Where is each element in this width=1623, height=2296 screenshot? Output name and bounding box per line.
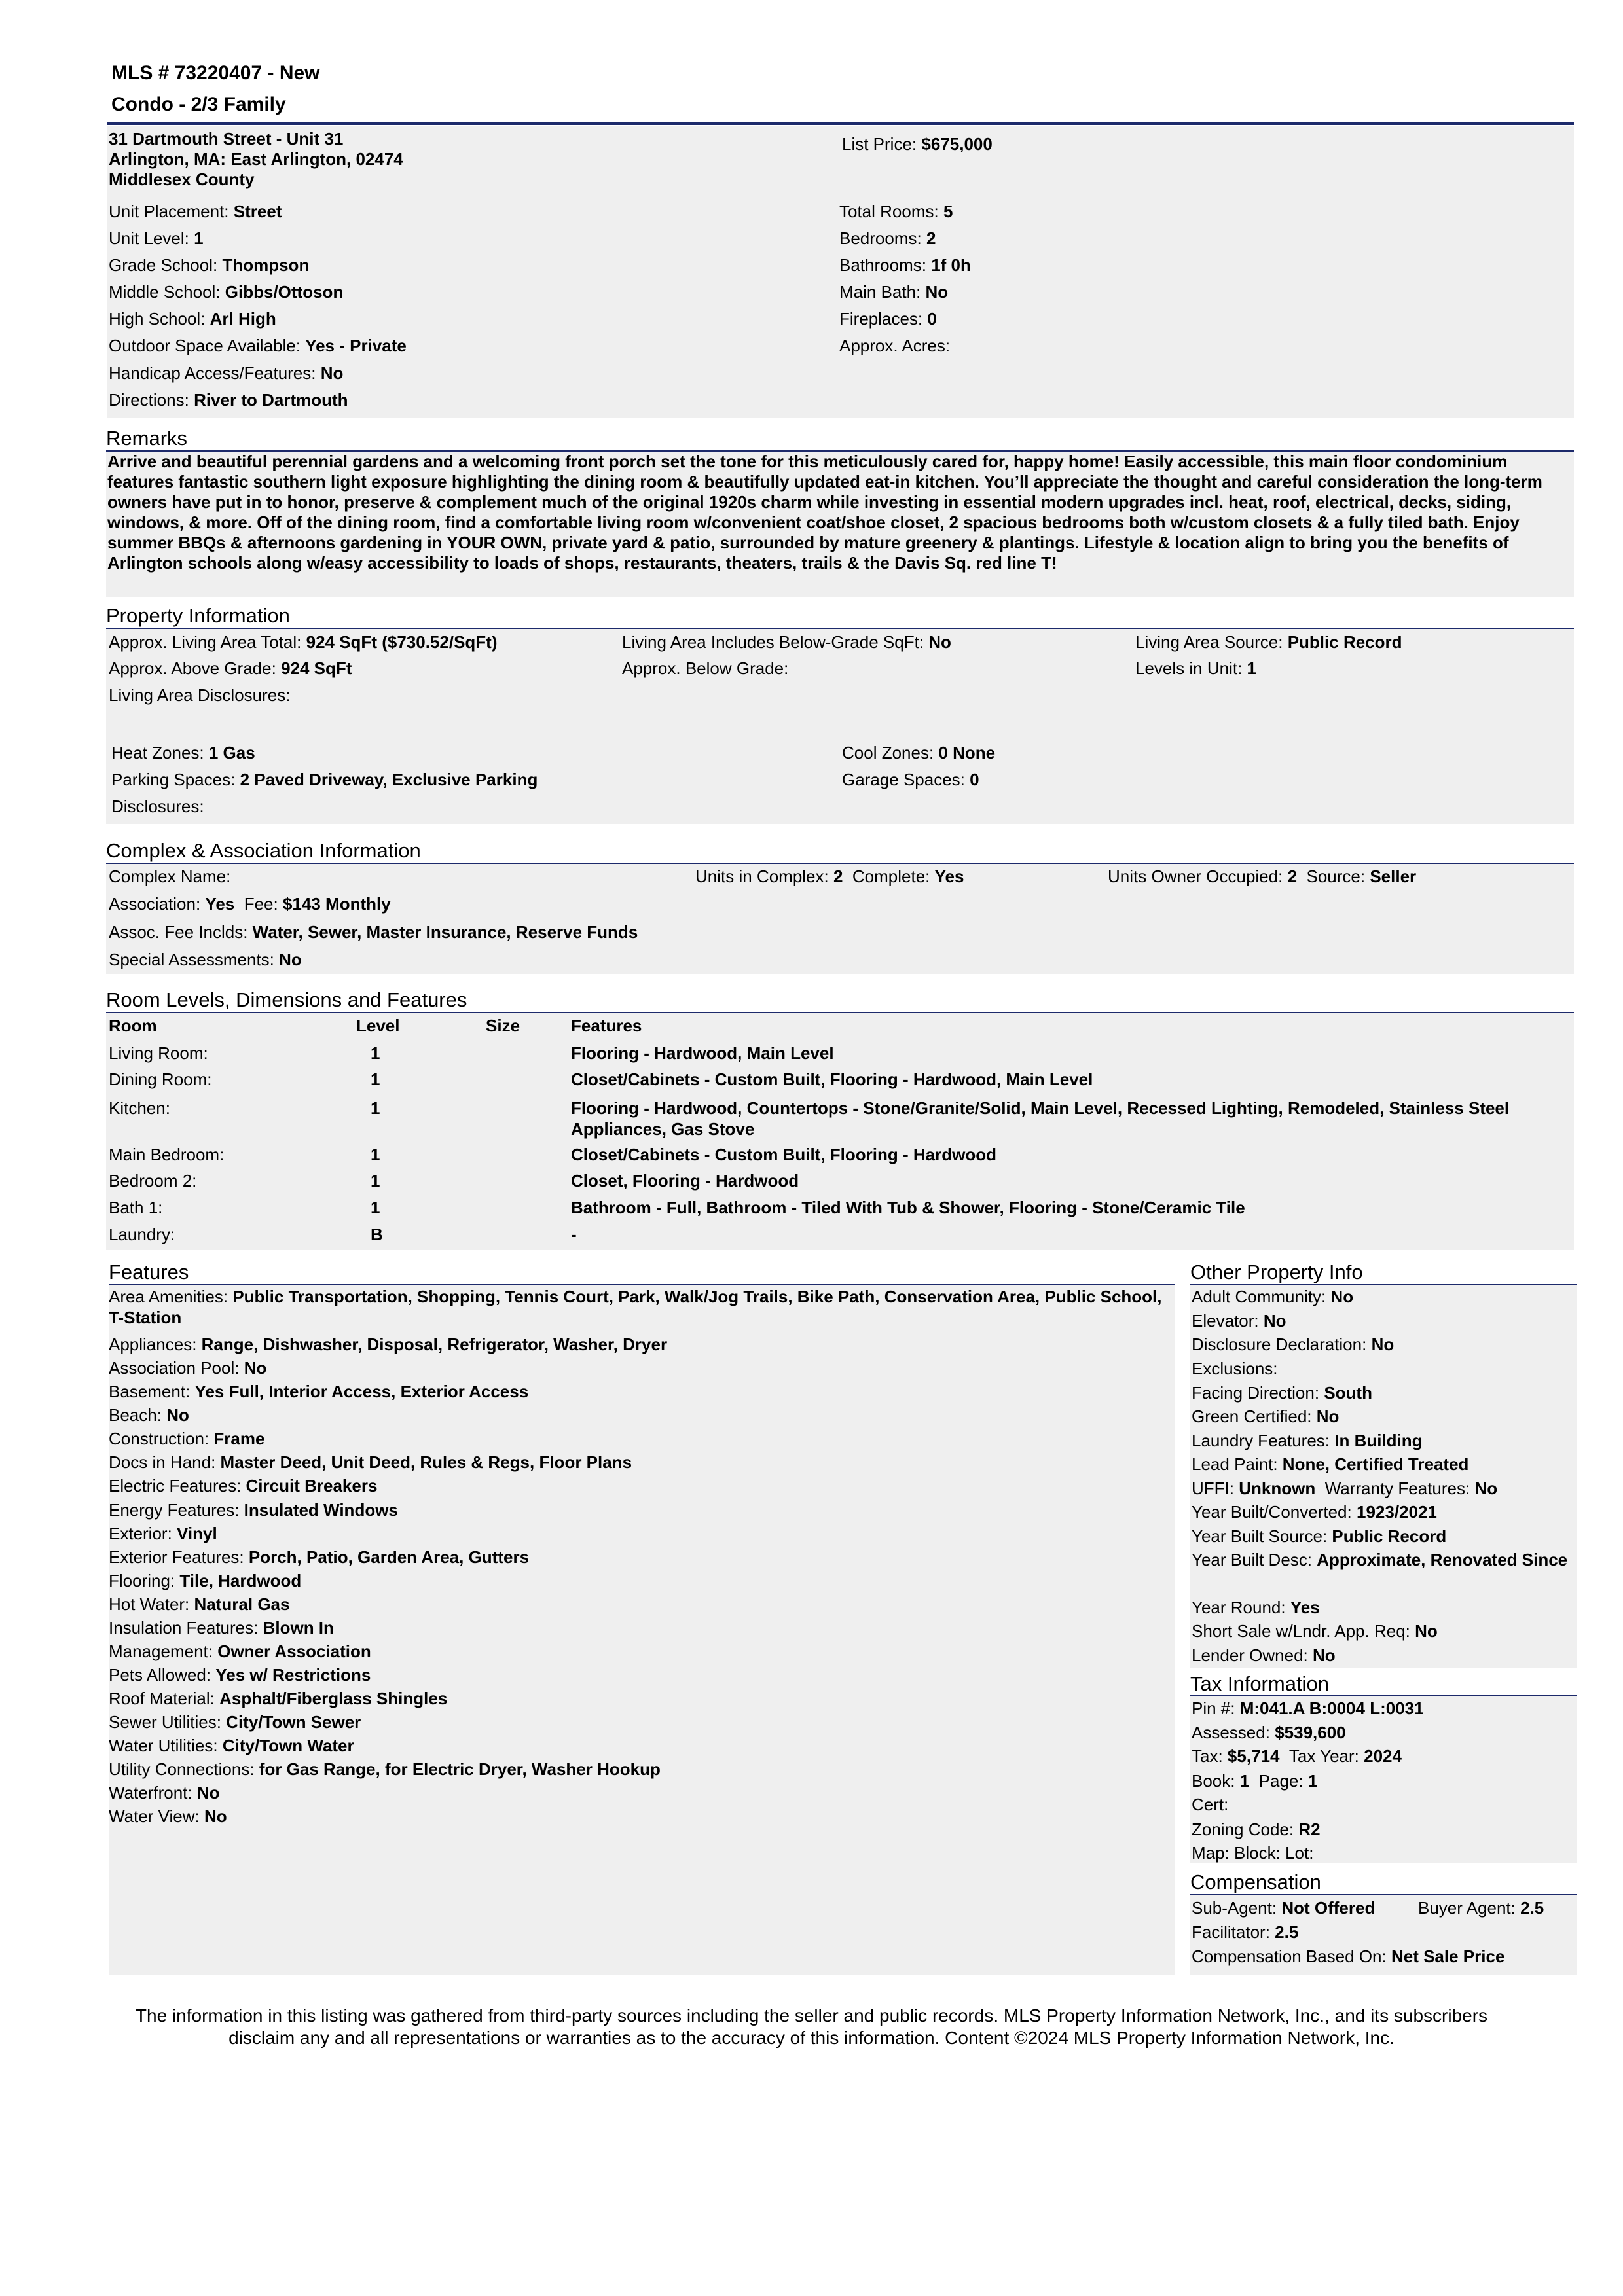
field-value: Yes Full, Interior Access, Exterior Access [194, 1382, 529, 1401]
field-value: No [196, 1783, 220, 1803]
other-info-item [1192, 1645, 1574, 1666]
field-label: Exterior Features: [109, 1547, 244, 1567]
feature-item [109, 1570, 1169, 1591]
field-value: City/Town Water [222, 1736, 354, 1755]
feature-item [109, 1499, 1169, 1520]
room-features: Flooring - Hardwood, Countertops - Stone/Granite/Solid, Main Level, Recessed Lighting, Remodeled, Stainless Steel Appliances, Gas Stove [571, 1098, 1510, 1139]
field-label: Basement: [109, 1382, 191, 1401]
compensation-title: Compensation [1190, 1871, 1321, 1893]
field-value: No [1313, 1645, 1336, 1665]
field-value: 1 [194, 228, 204, 248]
field-value: Unknown [1239, 1479, 1316, 1498]
field-value: No [166, 1405, 189, 1425]
field-label: Waterfront: [109, 1783, 192, 1803]
field-value: 5 [943, 202, 953, 221]
feature-item [109, 1334, 1169, 1355]
garage-spaces: Garage Spaces: 0 [842, 770, 979, 789]
field-value: No [925, 282, 949, 302]
field-value: Street [233, 202, 282, 221]
summary-field [839, 308, 937, 329]
room-level: B [371, 1225, 383, 1244]
field-label: Unit Placement: [109, 202, 229, 221]
field-value: Circuit Breakers [246, 1476, 378, 1496]
rooms-header-room: Room [109, 1016, 157, 1035]
field-value: Arl High [210, 309, 276, 329]
room-level: 1 [371, 1043, 380, 1063]
above-grade: Approx. Above Grade: 924 SqFt [109, 658, 352, 678]
summary-field [839, 255, 971, 276]
summary-field [109, 308, 276, 329]
field-value: River to Dartmouth [194, 390, 348, 410]
field-label: Adult Community: [1192, 1287, 1326, 1306]
property-type: Condo - 2/3 Family [111, 94, 286, 115]
room-name: Dining Room: [109, 1069, 212, 1089]
field-label: Lead Paint: [1192, 1454, 1278, 1474]
field-value: 0 [927, 309, 937, 329]
feature-item [109, 1594, 1169, 1615]
room-level: 1 [371, 1198, 380, 1217]
field-value: City/Town Sewer [226, 1712, 361, 1732]
summary-field [839, 335, 950, 356]
field-value: Natural Gas [194, 1594, 290, 1614]
field-value: No [1316, 1407, 1340, 1426]
other-info-item [1192, 1310, 1574, 1331]
field-value: Vinyl [177, 1524, 217, 1543]
summary-field [109, 228, 204, 249]
field-value: 1923/2021 [1356, 1502, 1437, 1522]
disclosures: Disclosures: [111, 797, 204, 816]
other-info-item [1192, 1358, 1574, 1379]
feature-item [109, 1523, 1169, 1544]
room-name: Laundry: [109, 1225, 175, 1244]
room-name: Bedroom 2: [109, 1171, 197, 1191]
feature-item [109, 1712, 1169, 1732]
field-value: No [204, 1806, 227, 1826]
field-label: Year Built Desc: [1192, 1550, 1313, 1570]
feature-item [109, 1381, 1169, 1402]
field-value: No [1330, 1287, 1354, 1306]
field-label: Appliances: [109, 1335, 197, 1354]
field-value: Yes - Private [305, 336, 407, 355]
room-features: Flooring - Hardwood, Main Level [571, 1043, 834, 1063]
summary-field [109, 335, 407, 356]
living-area-disclosures: Living Area Disclosures: [109, 685, 291, 705]
field-label: Insulation Features: [109, 1618, 259, 1638]
field-label: Exterior: [109, 1524, 172, 1543]
field-label: Year Built/Converted: [1192, 1502, 1352, 1522]
summary-field [109, 363, 343, 384]
field-value: No [244, 1358, 267, 1378]
other-info-item [1192, 1454, 1574, 1475]
field-label: High School: [109, 309, 206, 329]
field-label: Sewer Utilities: [109, 1712, 221, 1732]
field-label: Fireplaces: [839, 309, 923, 329]
field-label: Total Rooms: [839, 202, 939, 221]
field-label: Year Round: [1192, 1598, 1286, 1617]
room-features: Closet, Flooring - Hardwood [571, 1171, 799, 1191]
tax-pin: Pin #: M:041.A B:0004 L:0031 [1192, 1698, 1424, 1718]
other-info-item [1192, 1334, 1574, 1355]
field-value: In Building [1334, 1431, 1423, 1450]
disclaimer-line-1: The information in this listing was gathered from third-party sources including the seller and public records. MLS Property Information Network, Inc., and its subscribers [135, 2005, 1488, 2026]
field-value: Public Transportation, Shopping, Tennis Court, Park, Walk/Jog Trails, Bike Path, Conservation Area, Public School, T-Station [109, 1287, 1162, 1327]
field-label: Bedrooms: [839, 228, 922, 248]
rooms-header-features: Features [571, 1016, 642, 1035]
summary-field [109, 389, 348, 410]
field-value: Owner Association [217, 1641, 371, 1661]
feature-item [109, 1664, 1169, 1685]
feature-item [109, 1735, 1169, 1756]
field-value: No [320, 363, 344, 383]
other-info-item [1192, 1286, 1574, 1307]
room-level: 1 [371, 1171, 380, 1191]
list-price: List Price: $675,000 [842, 134, 993, 154]
field-label: Association Pool: [109, 1358, 240, 1378]
summary-field [109, 255, 309, 276]
other-info-item [1192, 1621, 1574, 1641]
summary-field [109, 201, 282, 222]
field-value: Range, Dishwasher, Disposal, Refrigerator, Washer, Dryer [201, 1335, 668, 1354]
parking-spaces: Parking Spaces: 2 Paved Driveway, Exclusive Parking [111, 770, 538, 789]
summary-field [839, 281, 948, 302]
tax-book-page: Book: 1 Page: 1 [1192, 1771, 1318, 1791]
room-name: Kitchen: [109, 1098, 170, 1118]
field-label: Directions: [109, 390, 189, 410]
living-area-source: Living Area Source: Public Record [1135, 632, 1402, 652]
address-county: Middlesex County [109, 170, 255, 189]
field-label: UFFI: [1192, 1479, 1234, 1498]
field-value: Asphalt/Fiberglass Shingles [219, 1689, 448, 1708]
summary-field [109, 281, 343, 302]
room-name: Bath 1: [109, 1198, 163, 1217]
field-label: Water Utilities: [109, 1736, 218, 1755]
comp-facilitator: Facilitator: 2.5 [1192, 1922, 1299, 1942]
room-features: Closet/Cabinets - Custom Built, Flooring - Hardwood [571, 1145, 996, 1164]
field-label: Flooring: [109, 1571, 175, 1590]
field-value: for Gas Range, for Electric Dryer, Washer Hookup [259, 1759, 661, 1779]
feature-item [109, 1405, 1169, 1426]
field-value: No [1415, 1621, 1438, 1641]
heat-zones: Heat Zones: 1 Gas [111, 743, 255, 762]
field-label: Laundry Features: [1192, 1431, 1330, 1450]
field-label: Roof Material: [109, 1689, 215, 1708]
field-value: Insulated Windows [244, 1500, 398, 1520]
other-info-item [1192, 1526, 1574, 1547]
rooms-header-size: Size [486, 1016, 520, 1035]
field-label: Construction: [109, 1429, 210, 1448]
other-info-title: Other Property Info [1190, 1261, 1363, 1283]
features-title: Features [109, 1261, 189, 1283]
field-label: Electric Features: [109, 1476, 242, 1496]
summary-field [839, 201, 953, 222]
tax-assessed: Assessed: $539,600 [1192, 1723, 1346, 1742]
comp-based-on: Compensation Based On: Net Sale Price [1192, 1946, 1505, 1966]
field-label: Unit Level: [109, 228, 189, 248]
field-value: No [1371, 1335, 1395, 1354]
address-city: Arlington, MA: East Arlington, 02474 [109, 149, 403, 169]
room-features: - [571, 1225, 577, 1244]
feature-item [109, 1806, 1169, 1827]
room-level: 1 [371, 1069, 380, 1089]
units-in-complex: Units in Complex: 2 Complete: Yes [695, 867, 964, 886]
field-label: Bathrooms: [839, 255, 926, 275]
field-label: Main Bath: [839, 282, 921, 302]
feature-item [109, 1286, 1169, 1328]
field-label: Outdoor Space Available: [109, 336, 301, 355]
feature-item [109, 1475, 1169, 1496]
field-value: None, Certified Treated [1282, 1454, 1469, 1474]
feature-item [109, 1428, 1169, 1449]
tax-cert: Cert: [1192, 1795, 1229, 1814]
other-info-item [1192, 1549, 1574, 1570]
room-features: Bathroom - Full, Bathroom - Tiled With Tub & Shower, Flooring - Stone/Ceramic Tile [571, 1198, 1245, 1217]
room-name: Living Room: [109, 1043, 208, 1063]
association-fee: Association: Yes Fee: $143 Monthly [109, 894, 391, 914]
field-label: Utility Connections: [109, 1759, 255, 1779]
room-name: Main Bedroom: [109, 1145, 225, 1164]
field-label: Management: [109, 1641, 213, 1661]
field-value: Tile, Hardwood [179, 1571, 302, 1590]
assoc-fee-includes: Assoc. Fee Inclds: Water, Sewer, Master Insurance, Reserve Funds [109, 922, 638, 942]
other-info-item [1192, 1501, 1574, 1522]
below-grade-included: Living Area Includes Below-Grade SqFt: No [622, 632, 951, 652]
units-owner-occupied: Units Owner Occupied: 2 Source: Seller [1108, 867, 1417, 886]
field-label: Short Sale w/Lndr. App. Req: [1192, 1621, 1410, 1641]
field-label: Year Built Source: [1192, 1526, 1328, 1546]
other-info-item [1192, 1478, 1574, 1499]
tax-title: Tax Information [1190, 1672, 1329, 1695]
field-label: Exclusions: [1192, 1359, 1278, 1378]
other-info-item [1192, 1430, 1574, 1451]
complex-name: Complex Name: [109, 867, 231, 886]
field-label: Pets Allowed: [109, 1665, 211, 1685]
tax-amount: Tax: $5,714 Tax Year: 2024 [1192, 1746, 1402, 1766]
property-info-title: Property Information [106, 604, 290, 627]
field-label: Lender Owned: [1192, 1645, 1308, 1665]
other-info-item [1192, 1406, 1574, 1427]
field-label: Facing Direction: [1192, 1383, 1320, 1403]
field-value: Thompson [222, 255, 310, 275]
field-value: Gibbs/Ottoson [225, 282, 344, 302]
field-label: Middle School: [109, 282, 221, 302]
rooms-title: Room Levels, Dimensions and Features [106, 988, 467, 1011]
mls-number: MLS # 73220407 - New [111, 62, 320, 84]
field-value: 1f 0h [931, 255, 971, 275]
field-label: Approx. Acres: [839, 336, 951, 355]
field-label: Energy Features: [109, 1500, 240, 1520]
comp-buyer-agent: Buyer Agent: 2.5 [1418, 1898, 1544, 1918]
cool-zones: Cool Zones: 0 None [842, 743, 996, 762]
special-assessments: Special Assessments: No [109, 950, 302, 969]
field-label: Area Amenities: [109, 1287, 228, 1306]
feature-item [109, 1782, 1169, 1803]
complex-title: Complex & Association Information [106, 839, 421, 862]
disclaimer-line-2: disclaim any and all representations or warranties as to the accuracy of this information. Content ©2024 MLS Property Information Network, Inc. [228, 2028, 1395, 2048]
header-rule [107, 122, 1574, 125]
field-label: Green Certified: [1192, 1407, 1312, 1426]
field-value: Yes [1290, 1598, 1320, 1617]
feature-item [109, 1641, 1169, 1662]
remarks-title: Remarks [106, 427, 188, 450]
summary-field [839, 228, 936, 249]
field-label: Beach: [109, 1405, 162, 1425]
field-value: Master Deed, Unit Deed, Rules & Regs, Floor Plans [220, 1452, 632, 1472]
field-label: Docs in Hand: [109, 1452, 216, 1472]
field-label: Grade School: [109, 255, 218, 275]
feature-item [109, 1617, 1169, 1638]
other-info-item [1192, 1597, 1574, 1618]
field-label: Warranty Features: [1324, 1479, 1470, 1498]
field-value: Public Record [1332, 1526, 1447, 1546]
tax-map-block-lot: Map: Block: Lot: [1192, 1843, 1314, 1863]
field-value: Blown In [263, 1618, 334, 1638]
tax-zoning: Zoning Code: R2 [1192, 1820, 1321, 1839]
field-value: Frame [213, 1429, 265, 1448]
living-area-total: Approx. Living Area Total: 924 SqFt ($730.52/SqFt) [109, 632, 498, 652]
levels-in-unit: Levels in Unit: 1 [1135, 658, 1257, 678]
field-value: Yes w/ Restrictions [215, 1665, 371, 1685]
field-value: Approximate, Renovated Since [1317, 1550, 1568, 1570]
field-label: Elevator: [1192, 1311, 1259, 1331]
feature-item [109, 1547, 1169, 1568]
below-grade: Approx. Below Grade: [622, 658, 789, 678]
feature-item [109, 1688, 1169, 1709]
field-label: Disclosure Declaration: [1192, 1335, 1367, 1354]
field-value: No [1474, 1479, 1498, 1498]
room-level: 1 [371, 1145, 380, 1164]
field-value: 2 [926, 228, 936, 248]
remarks-text: Arrive and beautiful perennial gardens and a welcoming front porch set the tone for this meticulously cared for, happy home! Easily accessible, this main floor condominium features fantastic southern light exposure highlighting the dining room & beautifully updated eat-in kitchen. You’ll appreciate the thought and careful consideration the long-term owners have put in to honor, preserve & complement much of the original 1920s charm while investing in essential modern upgrades incl. heat, roof, electrical, decks, siding, windows, & more. Off of the dining room, find a comfortable living room w/convenient coat/shoe closet, 2 spacious bedrooms both w/custom closets & a fully tiled bath. Enjoy summer BBQs & afternoons gardening in YOUR OWN, private yard & patio, surrounded by mature greenery & plantings. Lifestyle & location align to bring you the benefits of Arlington schools along w/easy accessibility to loads of shops, restaurants, theaters, trails & the Davis Sq. red line T! [107, 452, 1542, 573]
feature-item [109, 1452, 1169, 1473]
feature-item [109, 1357, 1169, 1378]
field-label: Handicap Access/Features: [109, 363, 316, 383]
field-value: Porch, Patio, Garden Area, Gutters [248, 1547, 530, 1567]
room-level: 1 [371, 1098, 380, 1118]
field-value: South [1324, 1383, 1372, 1403]
other-info-item [1192, 1382, 1574, 1403]
room-features: Closet/Cabinets - Custom Built, Flooring - Hardwood, Main Level [571, 1069, 1093, 1089]
field-value: No [1263, 1311, 1286, 1331]
feature-item [109, 1759, 1169, 1780]
field-label: Hot Water: [109, 1594, 190, 1614]
field-label: Water View: [109, 1806, 200, 1826]
address-street: 31 Dartmouth Street - Unit 31 [109, 129, 344, 149]
comp-subagent: Sub-Agent: Not Offered [1192, 1898, 1376, 1918]
rooms-header-level: Level [356, 1016, 400, 1035]
